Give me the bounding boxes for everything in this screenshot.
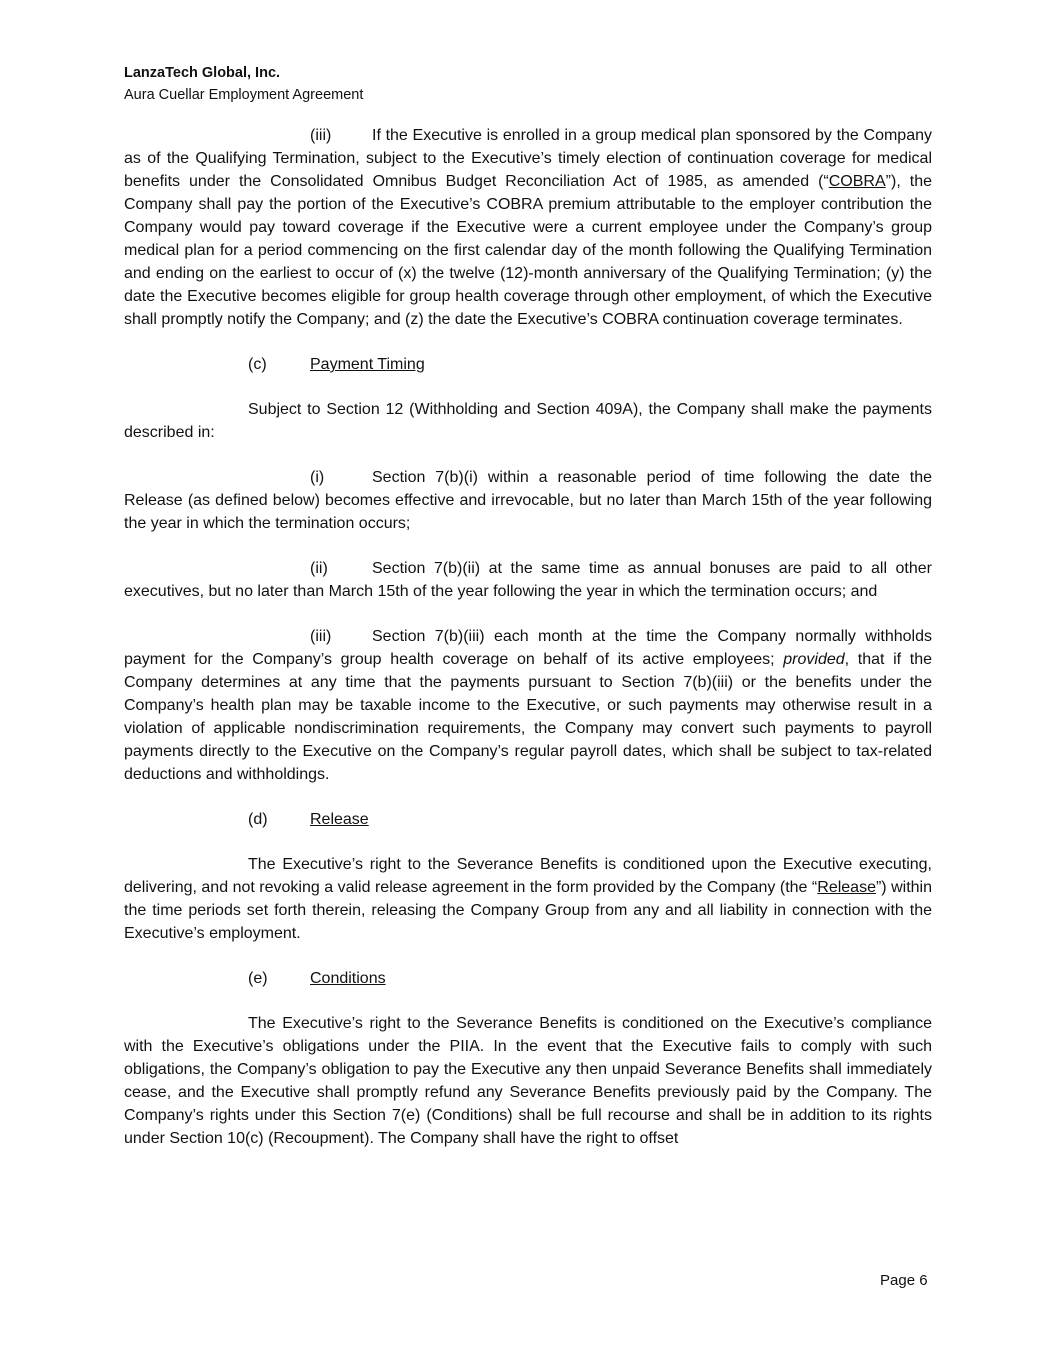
section-title: Release	[310, 811, 369, 828]
paragraph-c-ii	[124, 557, 932, 603]
clause-text-continued: , that if the Company determines at any time that the payments pursuant to Section 7(b)(iii) or the benefits under the Company’s health plan may be taxable income to the Executive, or such payments may otherwise result in a violation of applicable nondiscrimination requirements, the Company may convert such payments to payroll payments directly to the Executive on the Company’s regular payroll dates, which shall be subject to tax-related deductions and withholdings.	[124, 651, 933, 783]
page-number: Page 6	[880, 1272, 928, 1289]
heading-d	[124, 808, 932, 831]
clause-text: Section 7(b)(i) within a reasonable period of time following the date the Release (as defined below) becomes effective and irrevocable, but no later than March 15th of the year following the year in which the termination occurs;	[124, 469, 932, 532]
document-body	[124, 124, 932, 1150]
clause-text: Section 7(b)(iii) each month at the time the Company normally withholds payment for the Company’s group health coverage on behalf of its active employees;	[124, 628, 932, 668]
clause-text-continued: ”), the Company shall pay the portion of the Executive’s COBRA premium attributable to the employer contribution the Company would pay toward coverage if the Executive were a current employee under the Company’s group medical plan for a period commencing on the first calendar day of the month following the Qualifying Termination and ending on the earliest to occur of (x) the twelve (12)-month anniversary of the Qualifying Termination; (y) the date the Executive becomes eligible for group health coverage through other employment, of which the Executive shall promptly notify the Company; and (z) the date the Executive’s COBRA continuation coverage terminates.	[124, 173, 932, 328]
section-title: Conditions	[310, 970, 386, 987]
clause-number: (iii)	[310, 628, 332, 645]
clause-number: (iii)	[310, 127, 332, 144]
clause-number: (ii)	[310, 560, 328, 577]
section-title: Payment Timing	[310, 356, 425, 373]
paragraph-c-iii	[124, 625, 932, 786]
heading-e	[124, 967, 932, 990]
paragraph-d	[124, 853, 932, 945]
clause-text-continued: ”) within the time periods set forth therein, releasing the Company Group from any and all liability in connection with the Executive’s employment.	[124, 879, 933, 942]
paragraph-c-i	[124, 466, 932, 535]
clause-text: The Executive’s right to the Severance Benefits is conditioned upon the Executive executing, delivering, and not revoking a valid release agreement in the form provided by the Company (the “	[124, 856, 932, 896]
section-number: (e)	[248, 970, 268, 987]
document-header	[124, 62, 363, 106]
italic-provided: provided	[783, 651, 845, 668]
heading-c	[124, 353, 932, 376]
clause-number: (i)	[310, 469, 325, 486]
clause-text: If the Executive is enrolled in a group medical plan sponsored by the Company as of the Qualifying Termination, subject to the Executive’s timely election of continuation coverage for medical benefits under the Consolidated Omnibus Budget Reconciliation Act of 1985, as amended (“	[124, 127, 932, 190]
defined-term-release: Release	[817, 879, 876, 896]
paragraph-c-intro: Subject to Section 12 (Withholding and Section 409A), the Company shall make the payments described in:	[124, 401, 932, 441]
section-number: (d)	[248, 811, 268, 828]
paragraph-e: The Executive’s right to the Severance Benefits is conditioned on the Executive’s compliance with the Executive’s obligations under the PIIA. In the event that the Executive fails to comply with such obligations, the Company’s obligation to pay the Executive any then unpaid Severance Benefits shall immediately cease, and the Executive shall promptly refund any Severance Benefits previously paid by the Company. The Company’s rights under this Section 7(e) (Conditions) shall be full recourse and shall be in addition to its rights under Section 10(c) (Recoupment). The Company shall have the right to offset	[124, 1015, 932, 1147]
document-title: Aura Cuellar Employment Agreement	[124, 87, 364, 103]
section-number: (c)	[248, 356, 267, 373]
company-name: LanzaTech Global, Inc.	[124, 65, 281, 81]
clause-text: Section 7(b)(ii) at the same time as annual bonuses are paid to all other executives, but no later than March 15th of the year following the year in which the termination occurs; and	[124, 560, 932, 600]
paragraph-b-iii	[124, 124, 932, 331]
defined-term-cobra: COBRA	[828, 173, 886, 190]
